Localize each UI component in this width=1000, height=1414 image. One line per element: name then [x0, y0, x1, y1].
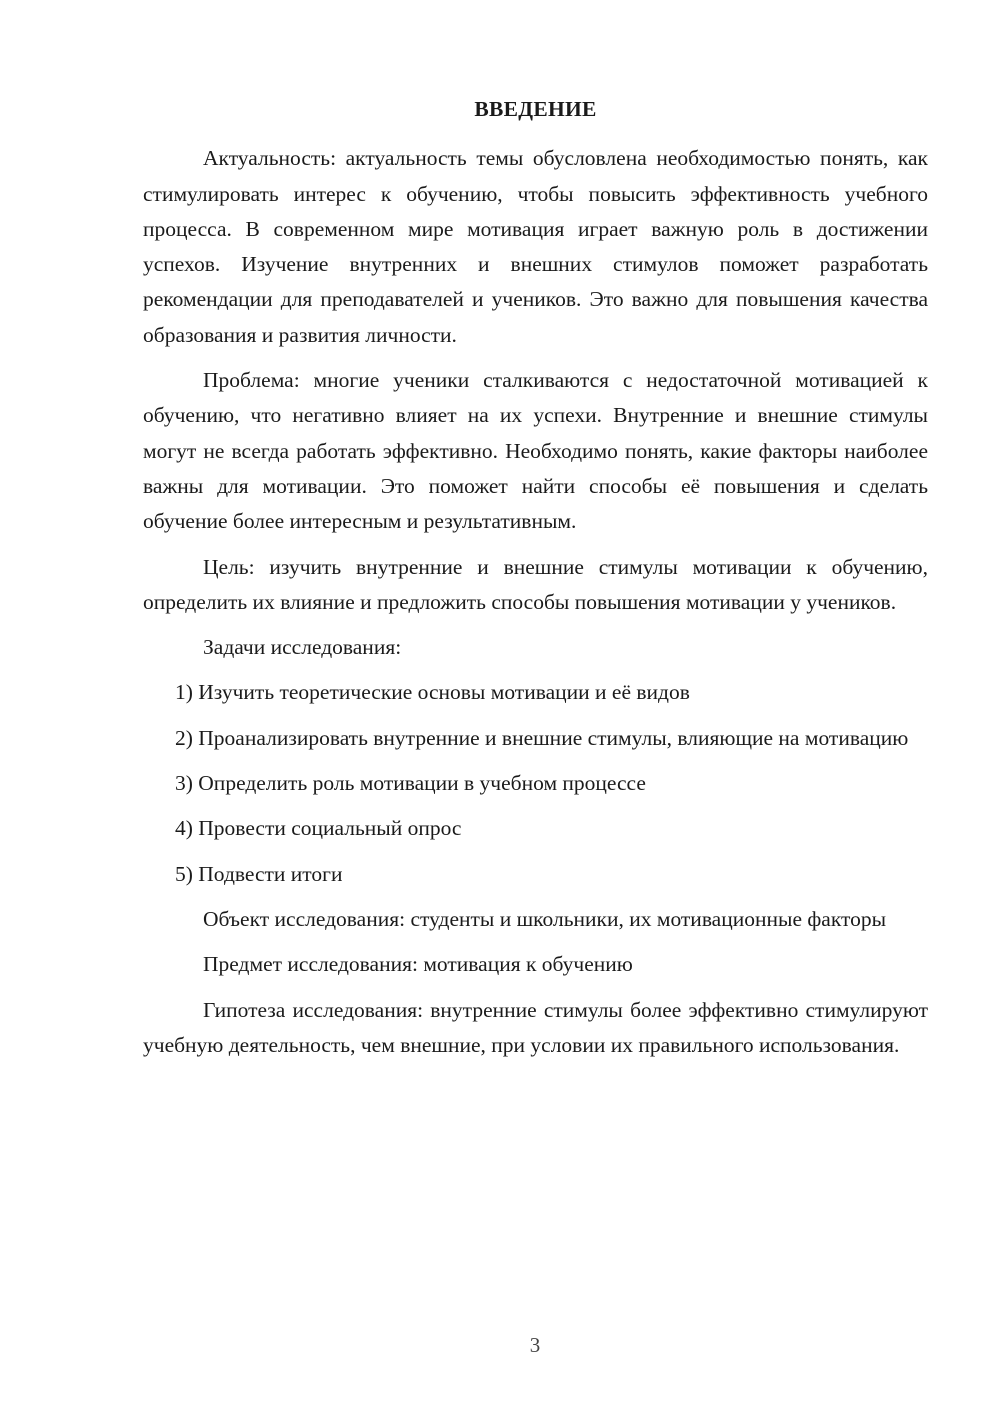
research-subject-paragraph: Предмет исследования: мотивация к обучению	[203, 952, 633, 977]
section-title: ВВЕДЕНИЕ	[474, 97, 597, 121]
tasks-heading: Задачи исследования:	[203, 635, 402, 660]
task-item-3: 3) Определить роль мотивации в учебном процессе	[175, 771, 646, 796]
task-item-1: 1) Изучить теоретические основы мотивации и её видов	[175, 680, 690, 705]
page-number: 3	[529, 1333, 541, 1357]
relevance-paragraph: Актуальность: актуальность темы обусловлена необходимостью понять, как стимулировать интерес к обучению, чтобы повысить эффективность учебного процесса. В современном мире мотивация играет важную роль в достижении успехов. Изучение внутренних и внешних стимулов поможет разработать рекомендации для преподавателей и учеников. Это важно для повышения качества образования и развития личности.	[143, 146, 928, 347]
task-item-2: 2) Проанализировать внутренние и внешние стимулы, влияющие на мотивацию	[175, 725, 909, 750]
task-item-5: 5) Подвести итоги	[175, 861, 343, 886]
task-item-4: 4) Провести социальный опрос	[175, 816, 462, 841]
problem-paragraph: Проблема: многие ученики сталкиваются с недостаточной мотивацией к обучению, что негативно влияет на их успехи. Внутренние и внешние стимулы могут не всегда работать эффективно. Необходимо понять, какие факторы наиболее важны для мотивации. Это поможет найти способы её повышения и сделать обучение более интересным и результативным.	[143, 368, 928, 534]
hypothesis-paragraph: Гипотеза исследования: внутренние стимулы более эффективно стимулируют учебную деятельность, чем внешние, при условии их правильного использования.	[143, 997, 928, 1057]
goal-paragraph: Цель: изучить внутренние и внешние стимулы мотивации к обучению, определить их влияние и предложить способы повышения мотивации у учеников.	[143, 554, 928, 614]
research-object-paragraph: Объект исследования: студенты и школьники, их мотивационные факторы	[203, 906, 887, 931]
document-page	[143, 92, 928, 1073]
